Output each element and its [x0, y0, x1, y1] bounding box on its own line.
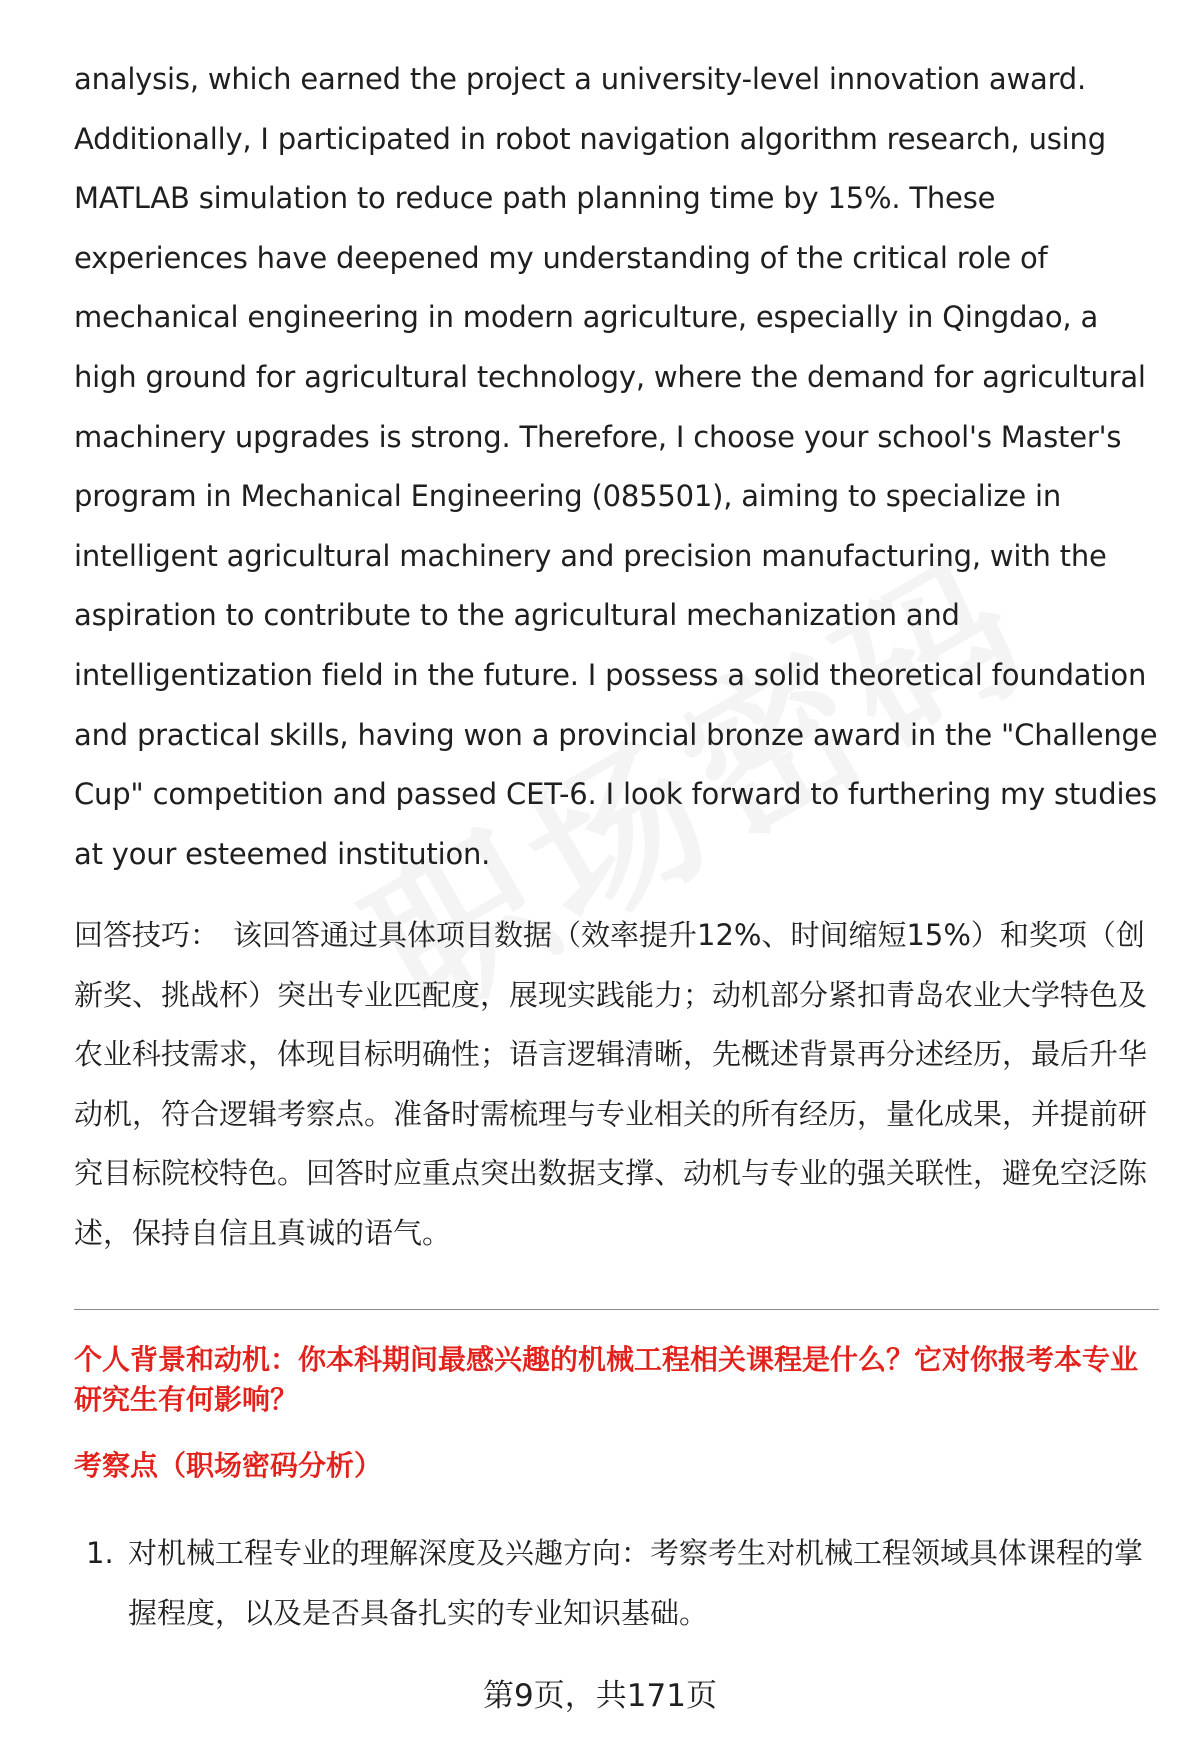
answer-tips-text: 该回答通过具体项目数据（效率提升12%、时间缩短15%）和奖项（创新奖、挑战杯）突出专业匹配度，展现实践能力；动机部分紧扣青岛农业大学特色及农业科技需求，体现目标明确性；语言逻辑清晰，先概述背景再分述经历，最后升华动机，符合逻辑考察点。准备时需梳理与专业相关的所有经历，量化成果，并提前研究目标院校特色。回答时应重点突出数据支撑、动机与专业的强关联性，避免空泛陈述，保持自信且真诚的语气。 [74, 918, 1148, 1250]
list-item-text: 对机械工程专业的理解深度及兴趣方向：考察考生对机械工程领域具体课程的掌握程度，以及是否具备扎实的专业知识基础。 [128, 1536, 1144, 1630]
page-content [74, 50, 1159, 1643]
list-item [74, 1524, 1159, 1643]
page-number-footer: 第9页，共171页 [483, 1678, 717, 1714]
list-item-number: 1. [86, 1536, 114, 1571]
english-answer-paragraph: analysis, which earned the project a university-level innovation award. Additionally, I participated in robot navigation algorithm research, using MATLAB simulation to reduce path planning time by 15%. These experiences have deepened my understanding of the critical role of mechanical engineering in modern agriculture, especially in Qingdao, a high ground for agricultural technology, where the demand for agricultural machinery upgrades is strong. Therefore, I choose your school's Master's program in Mechanical Engineering (085501), aiming to specialize in intelligent agricultural machinery and precision manufacturing, with the aspiration to contribute to the agricultural mechanization and intelligentization field in the future. I possess a solid theoretical foundation and practical skills, having won a provincial bronze award in the "Challenge Cup" competition and passed CET-6. I look forward to furthering my studies at your esteemed institution. [74, 62, 1158, 871]
analysis-list [74, 1524, 1159, 1643]
section-divider [74, 1309, 1159, 1310]
analysis-section-title: 考察点（职场密码分析） [74, 1449, 383, 1483]
answer-tips-label: 回答技巧： [74, 918, 220, 953]
answer-tips-paragraph [74, 906, 1159, 1263]
question-heading: 个人背景和动机：你本科期间最感兴趣的机械工程相关课程是什么？它对你报考本专业研究生有何影响？ [74, 1343, 1139, 1417]
